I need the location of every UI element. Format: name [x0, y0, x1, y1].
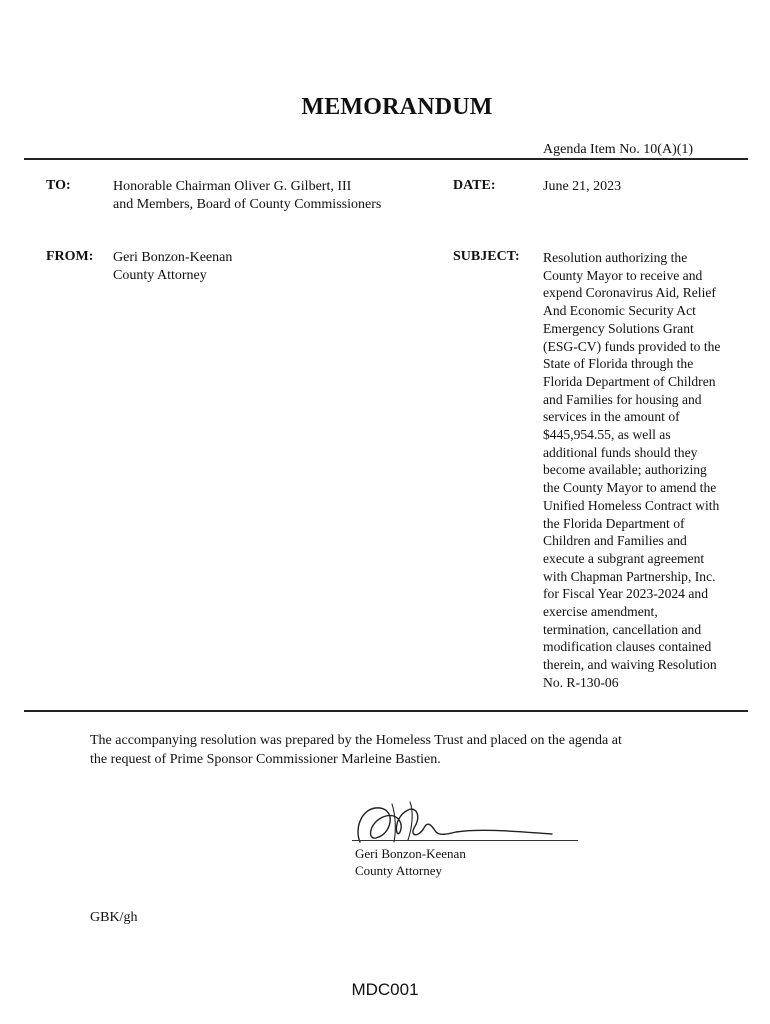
typist-initials: GBK/gh	[90, 910, 138, 925]
date-value: June 21, 2023	[543, 179, 622, 194]
header-divider	[24, 158, 748, 160]
from-label: FROM:	[46, 249, 94, 264]
memo-body: The accompanying resolution was prepared by the Homeless Trust and placed on the agenda at the request of Prime Sponsor Commissioner Marleine Bastien.	[90, 733, 622, 767]
to-recipients: Honorable Chairman Oliver G. Gilbert, III and Members, Board of County Commissioners	[113, 179, 382, 212]
date-label: DATE:	[453, 178, 496, 193]
from-sender: Geri Bonzon-Keenan County Attorney	[113, 250, 233, 283]
signature-name-title: Geri Bonzon-Keenan County Attorney	[355, 846, 466, 878]
document-footer-code: MDC001	[351, 980, 419, 999]
memo-title: MEMORANDUM	[301, 94, 493, 120]
agenda-item-number: Agenda Item No. 10(A)(1)	[543, 142, 694, 157]
signature-line	[352, 840, 578, 841]
subject-text: Resolution authorizing the County Mayor to receive and expend Coronavirus Aid, Relief And Economic Security Act Emergency Solutions Grant (ESG-CV) funds provided to the State of Florida through the Florida Department of Children and Families for housing and services in the amount of $445,954.55, as well as additional funds should they become available; authorizing the County Mayor to amend the Unified Homeless Contract with the Florida Department of Children and Families and execute a subgrant agreement with Chapman Partnership, Inc. for Fiscal Year 2023-2024 and exercise amendment, termination, cancellation and modification clauses contained therein, and waiving Resolution No. R-130-06	[543, 250, 721, 690]
to-label: TO:	[46, 178, 71, 193]
subject-divider	[24, 710, 748, 712]
subject-label: SUBJECT:	[453, 249, 520, 264]
